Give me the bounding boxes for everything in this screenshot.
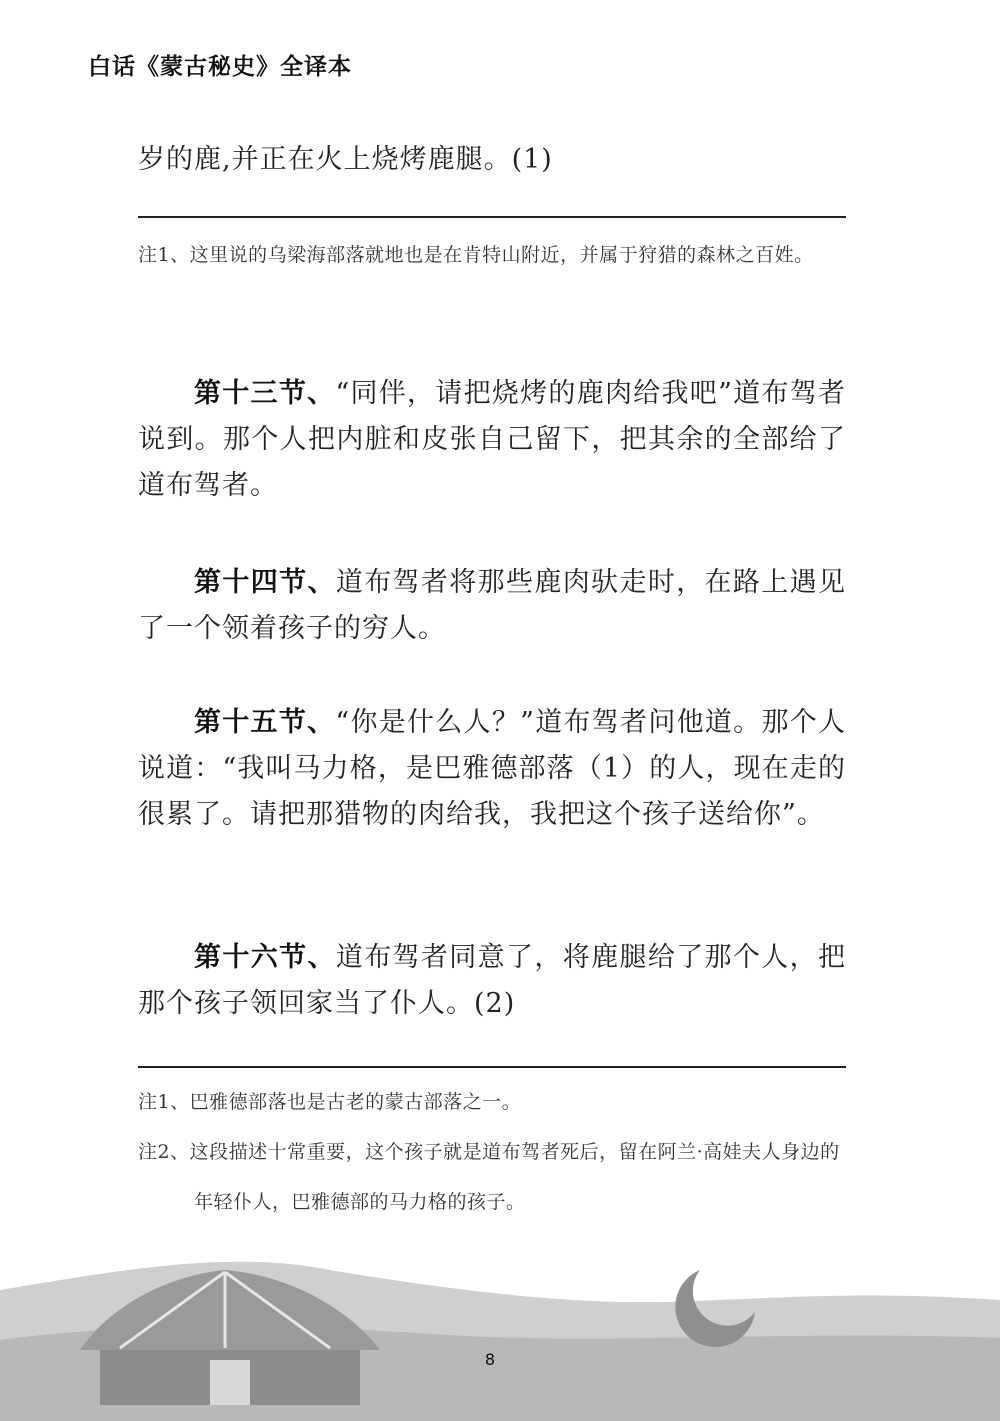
- yurt-landscape-illustration: [0, 1230, 1000, 1421]
- section-heading: 第十四节、: [194, 567, 336, 598]
- footnote-divider: [138, 216, 846, 218]
- section-heading: 第十五节、: [194, 707, 336, 738]
- section-text: 道布驾者同意了，将鹿腿给了那个人，把那个孩子领回家当了仆人。(2): [138, 942, 847, 1019]
- footnote: 注2、这段描述十常重要，这个孩子就是道布驾者死后，留在阿兰·高娃夫人身边的年轻仆人，巴雅德部的马力格的孩子。: [138, 1141, 840, 1213]
- section-text: “同伴，请把烧烤的鹿肉给我吧”道布驾者说到。那个人把内脏和皮张自己留下，把其余的全部给了道布驾者。: [138, 378, 846, 501]
- section-heading: 第十六节、: [194, 942, 336, 973]
- continuation-paragraph: 岁的鹿,并正在火上烧烤鹿腿。(1): [138, 144, 553, 175]
- section-14: [138, 560, 846, 652]
- footnote: 注1、巴雅德部落也是古老的蒙古部落之一。: [138, 1091, 522, 1113]
- section-text: “你是什么人？”道布驾者问他道。那个人说道：“我叫马力格，是巴雅德部落（1）的人，现在走的很累了。请把那猎物的肉给我，我把这个孩子送给你”。: [138, 707, 846, 830]
- page-number: 8: [484, 1350, 496, 1369]
- section-heading: 第十三节、: [194, 378, 336, 409]
- section-text: 道布驾者将那些鹿肉驮走时，在路上遇见了一个领着孩子的穷人。: [138, 567, 847, 644]
- footnotes-bottom: [138, 1077, 846, 1227]
- section-15: [138, 700, 846, 838]
- running-header: 白话《蒙古秘史》全译本: [88, 54, 352, 80]
- section-16: [138, 935, 846, 1027]
- footnotes-top: [138, 230, 846, 280]
- footnote: 注1、这里说的乌梁海部落就地也是在肯特山附近，并属于狩猎的森林之百姓。: [138, 244, 814, 266]
- section-13: [138, 371, 846, 509]
- footnote-divider: [138, 1066, 846, 1068]
